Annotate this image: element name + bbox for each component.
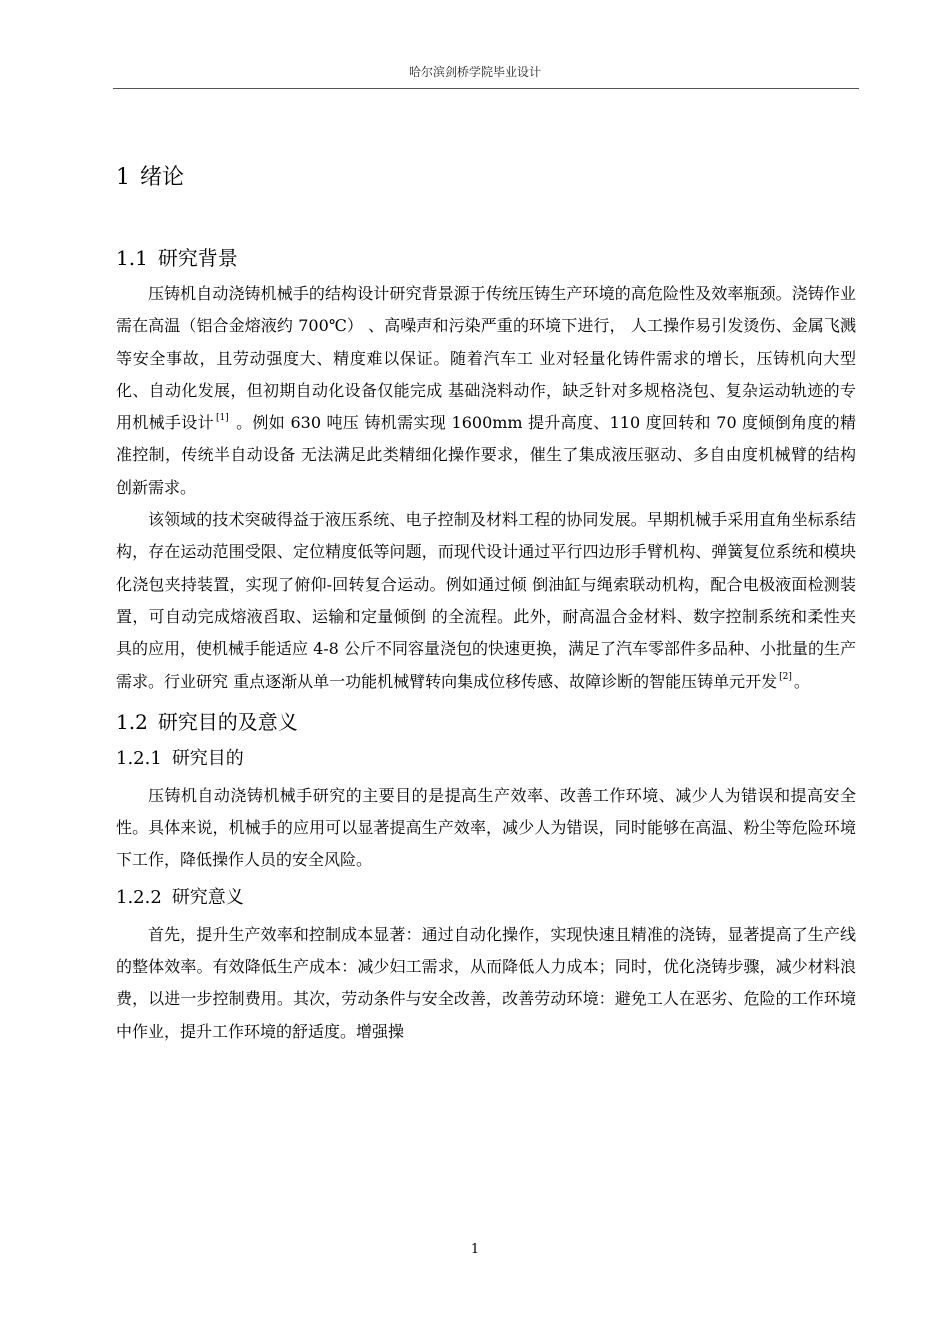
paragraph-text: 。例如 630 吨压 铸机需实现 1600mm 提升高度、110 度回转和 70 度倾倒角度的精准控制，传统半自动设备 无法满足此类精细化操作要求，催生了集成液压驱动、多自由度机械臂的结构创新需求。 xyxy=(116,413,856,497)
section-title: 研究背景 xyxy=(157,246,238,270)
citation-marker: [2] xyxy=(779,671,792,682)
paragraph xyxy=(116,504,856,698)
paragraph-text: 该领域的技术突破得益于液压系统、电子控制及材料工程的协同发展。早期机械手采用直角坐标系结构，存在运动范围受限、定位精度低等问题，而现代设计通过平行四边形手臂机构、弹簧复位系统和模块化浇包夹持装置，实现了俯仰-回转复合运动。例如通过倾 倒油缸与绳索联动机构，配合电极液面检测装置，可自动完成熔液舀取、运输和定量倾倒 的全流程。此外，耐高温合金材料、数字控制系统和柔性夹具的应用，使机械手能适应 4-8 公斤不同容量浇包的快速更换，满足了汽车零部件多品种、小批量的生产需求。行业研究 重点逐渐从单一功能机械臂转向集成位移传感、故障诊断的智能压铸单元开发 xyxy=(116,510,856,691)
subsection-title: 研究目的 xyxy=(171,747,244,769)
subsection-title: 研究意义 xyxy=(171,886,244,908)
page-body xyxy=(116,160,856,1048)
paragraph: 首先，提升生产效率和控制成本显著：通过自动化操作，实现快速且精准的浇铸，显著提高了生产线的整体效率。有效降低生产成本：减少妇工需求，从而降低人力成本；同时，优化浇铸步骤，减少材料浪费，以进一步控制费用。其次，劳动条件与安全改善，改善劳动环境：避免工人在恶劣、危险的工作环境中作业，提升工作环境的舒适度。增强操 xyxy=(116,924,856,1041)
citation-marker: [1] xyxy=(215,413,229,424)
subsection-number: 1.2.1 xyxy=(116,747,162,769)
page-number: 1 xyxy=(470,1242,480,1257)
header-rule xyxy=(113,88,859,89)
paragraph-text: 压铸机自动浇铸机械手的结构设计研究背景源于传统压铸生产环境的高危险性及效率瓶颈。浇铸作业需在高温（铝合金熔液约 700℃） 、高噪声和污染严重的环境下进行， 人工操作易引发烫伤、金属飞溅等安全事故，且劳动强度大、精度难以保证。随着汽车工 业对轻量化铸件需求的增长，压铸机向大型化、自动化发展，但初期自动化设备仅能完成 基础浇料动作，缺乏针对多规格浇包、复杂运动轨迹的专用机械手设计 xyxy=(116,284,856,433)
section-heading-1-1 xyxy=(116,242,856,274)
chapter-heading xyxy=(116,160,856,196)
paragraph: 压铸机自动浇铸机械手研究的主要目的是提高生产效率、改善工作环境、减少人为错误和提高安全性。具体来说，机械手的应用可以显著提高生产效率，减少人为错误，同时能够在高温、粉尘等危险环境下工作，降低操作人员的安全风险。 xyxy=(116,785,856,870)
section-number: 1.2 xyxy=(116,709,148,734)
paragraph xyxy=(116,278,856,504)
subsection-heading-1-2-1 xyxy=(116,744,856,774)
chapter-title: 绪论 xyxy=(140,165,185,190)
subsection-number: 1.2.2 xyxy=(116,886,162,908)
section-number: 1.1 xyxy=(116,246,148,270)
running-header: 哈尔滨剑桥学院毕业设计 xyxy=(408,65,541,79)
section-title: 研究目的及意义 xyxy=(157,709,298,734)
paragraph-text: 。 xyxy=(793,671,810,691)
subsection-heading-1-2-2 xyxy=(116,883,856,913)
section-heading-1-2 xyxy=(116,706,856,738)
chapter-number: 1 xyxy=(116,165,130,190)
